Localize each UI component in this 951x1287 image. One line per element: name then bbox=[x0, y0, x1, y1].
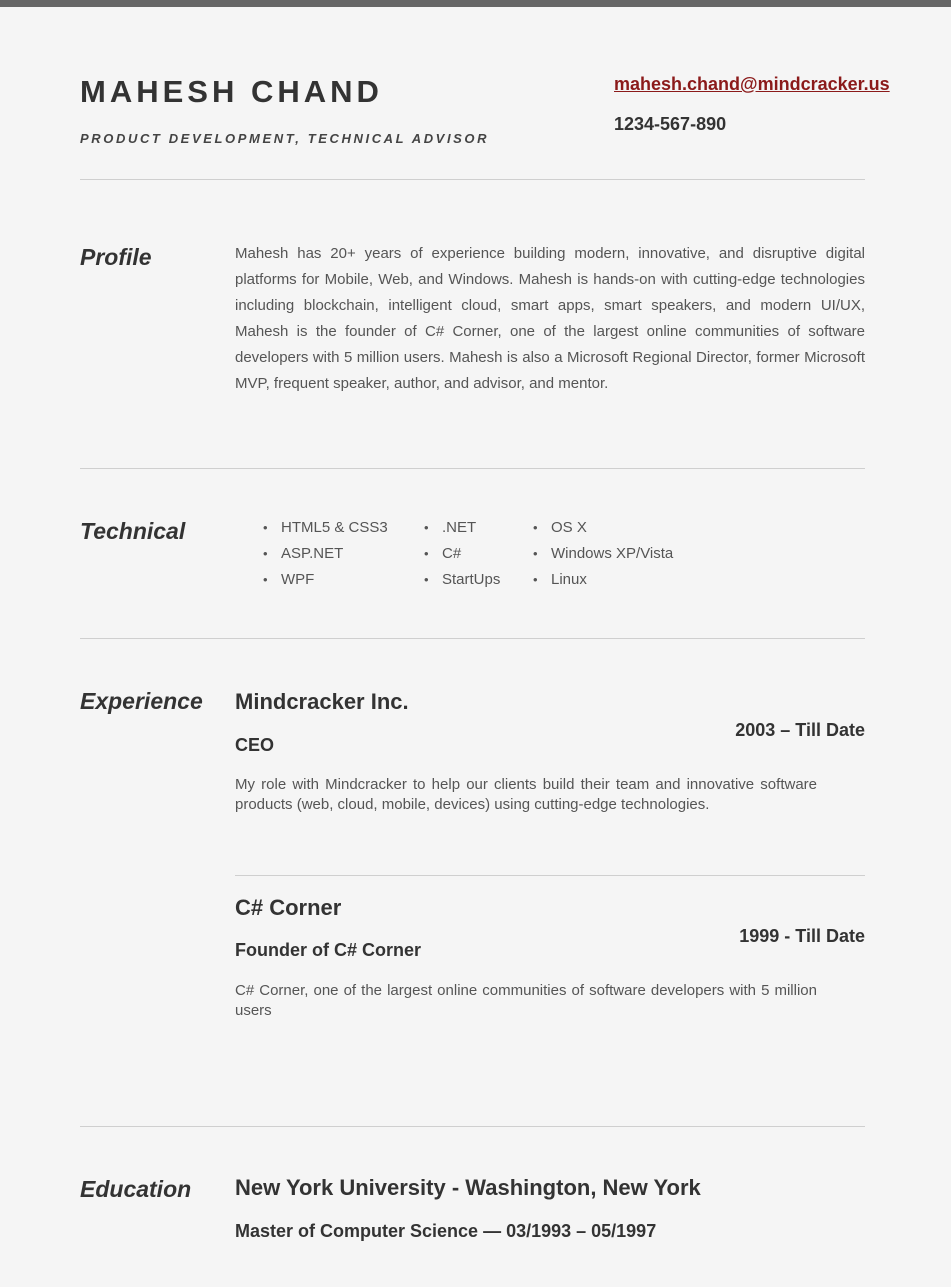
skill-item: • Windows XP/Vista bbox=[533, 541, 673, 567]
email-link[interactable]: mahesh.chand@mindcracker.us bbox=[614, 74, 890, 94]
job-divider bbox=[235, 875, 865, 876]
education-school: New York University - Washington, New York bbox=[235, 1175, 701, 1200]
resume-subtitle: PRODUCT DEVELOPMENT, TECHNICAL ADVISOR bbox=[80, 131, 490, 146]
top-bar bbox=[0, 0, 951, 7]
job-company: Mindcracker Inc. bbox=[235, 689, 409, 714]
technical-heading: Technical bbox=[80, 518, 186, 544]
job-description: My role with Mindcracker to help our clients build their team and innovative software products (web, cloud, mobile, devices) using cutting-edge technologies. bbox=[235, 776, 817, 813]
education-heading: Education bbox=[80, 1176, 192, 1202]
job-company: C# Corner bbox=[235, 895, 342, 920]
skill-item: • StartUps bbox=[424, 567, 500, 593]
education-degree: Master of Computer Science — 03/1993 – 05/1997 bbox=[235, 1221, 657, 1241]
job-role: Founder of C# Corner bbox=[235, 940, 422, 960]
skill-item: • WPF bbox=[263, 567, 388, 593]
job-description: C# Corner, one of the largest online communities of software developers with 5 million users bbox=[235, 982, 817, 1019]
job-dates: 1999 - Till Date bbox=[739, 926, 865, 946]
profile-heading: Profile bbox=[80, 244, 152, 270]
skill-item: • OS X bbox=[533, 515, 673, 541]
profile-text: Mahesh has 20+ years of experience building modern, innovative, and disruptive digital platforms for Mobile, Web, and Windows. Mahesh is hands-on with cutting-edge technologies including blockchain, intelligent cloud, smart apps, smart speakers, and modern UI/UX, Mahesh is the founder of C# Corner, one of the largest online communities of software developers with 5 million users. Mahesh is also a Microsoft Regional Director, former Microsoft MVP, frequent speaker, author, and advisor, and mentor. bbox=[235, 245, 865, 392]
divider bbox=[80, 179, 865, 180]
divider bbox=[80, 638, 865, 639]
skills-column-3 bbox=[533, 515, 673, 593]
skill-item: • ASP.NET bbox=[263, 541, 388, 567]
job-role: CEO bbox=[235, 735, 275, 755]
skill-item: • C# bbox=[424, 541, 500, 567]
skills-column-2 bbox=[424, 515, 500, 593]
skills-column-1 bbox=[263, 515, 388, 593]
skill-item: • .NET bbox=[424, 515, 500, 541]
phone-number: 1234-567-890 bbox=[614, 114, 727, 134]
resume-name: MAHESH CHAND bbox=[80, 74, 383, 109]
skill-item: • HTML5 & CSS3 bbox=[263, 515, 388, 541]
divider bbox=[80, 1126, 865, 1127]
job-dates: 2003 – Till Date bbox=[735, 720, 865, 740]
experience-heading: Experience bbox=[80, 688, 203, 714]
skill-item: • Linux bbox=[533, 567, 673, 593]
divider bbox=[80, 468, 865, 469]
